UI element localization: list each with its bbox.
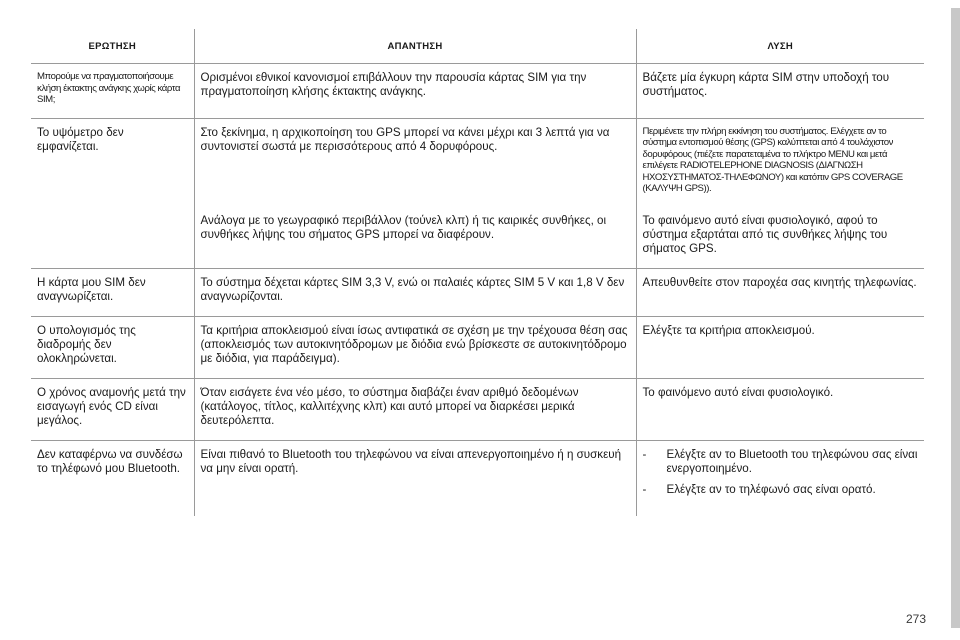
question-cell: Το υψόμετρο δεν εμφανίζεται. bbox=[31, 118, 194, 268]
header-solution: ΛΥΣΗ bbox=[636, 29, 924, 64]
solution-cell: Το φαινόμενο αυτό είναι φυσιολογικό. bbox=[636, 378, 924, 440]
header-answer: ΑΠΑΝΤΗΣΗ bbox=[194, 29, 636, 64]
question-cell: Μπορούμε να πραγματοποιήσουμε κλήση έκτακτης ανάγκης χωρίς κάρτα SIM; bbox=[31, 64, 194, 119]
table-row bbox=[31, 268, 924, 316]
solution-cell: Το φαινόμενο αυτό είναι φυσιολογικό, αφού το σύστημα εξαρτάται από τις συνθήκες λήψης του σήματος GPS. bbox=[636, 207, 924, 269]
question-cell: Ο χρόνος αναμονής μετά την εισαγωγή ενός CD είναι μεγάλος. bbox=[31, 378, 194, 440]
answer-cell: Το σύστημα δέχεται κάρτες SIM 3,3 V, ενώ οι παλαιές κάρτες SIM 5 V και 1,8 V δεν αναγνωρίζονται. bbox=[194, 268, 636, 316]
answer-cell: Τα κριτήρια αποκλεισμού είναι ίσως αντιφατικά σε σχέση με την τρέχουσα θέση σας (αποκλεισμός των αυτοκινητόδρομων με διόδια ενώ βρίσκεστε σε αυτοκινητόδρομο με διόδια, για παράδειγμα). bbox=[194, 316, 636, 378]
answer-cell: Ανάλογα με το γεωγραφικό περιβάλλον (τούνελ κλπ) ή τις καιρικές συνθήκες, οι συνθήκες λήψης του σήματος GPS μπορεί να διαφέρουν. bbox=[194, 207, 636, 269]
solution-list bbox=[643, 448, 919, 497]
question-cell: Ο υπολογισμός της διαδρομής δεν ολοκληρώνεται. bbox=[31, 316, 194, 378]
page-side-bar bbox=[951, 8, 960, 628]
answer-cell: Στο ξεκίνημα, η αρχικοποίηση του GPS μπορεί να κάνει μέχρι και 3 λεπτά για να συντονιστεί σωστά με περισσότερους από 4 δορυφόρους. bbox=[194, 118, 636, 207]
answer-cell: Όταν εισάγετε ένα νέο μέσο, το σύστημα διαβάζει έναν αριθμό δεδομένων (κατάλογος, τίτλος, καλλιτέχνης κλπ) και αυτό μπορεί να διαρκέσει μερικά δευτερόλεπτα. bbox=[194, 378, 636, 440]
answer-cell: Είναι πιθανό το Bluetooth του τηλεφώνου να είναι απενεργοποιημένο ή η συσκευή να μην είναι ορατή. bbox=[194, 440, 636, 516]
table-row bbox=[31, 118, 924, 207]
page-number: 273 bbox=[906, 612, 927, 626]
solution-cell: Περιμένετε την πλήρη εκκίνηση του συστήματος. Ελέγχετε αν το σύστημα εντοπισμού θέσης (GPS) καλύπτεται από 4 τουλάχιστον δορυφόρους (πιέζετε παρατεταμένα το πλήκτρο MENU και μετά επιλέγετε RADIOTELEPHONE DIAGNOSIS (ΔΙΑΓΝΩΣΗ ΗΧΟΣΥΣΤΗΜΑΤΟΣ-ΤΗΛΕΦΩΝΟΥ) και κατόπιν GPS COVERAGE (ΚΑΛΥΨΗ GPS)). bbox=[636, 118, 924, 207]
question-cell: Δεν καταφέρνω να συνδέσω το τηλέφωνό μου Bluetooth. bbox=[37, 447, 183, 475]
solution-cell bbox=[636, 440, 924, 516]
faq-table bbox=[31, 29, 924, 516]
answer-cell: Ορισμένοι εθνικοί κανονισμοί επιβάλλουν την παρουσία κάρτας SIM για την πραγματοποίηση κλήσης έκτακτης ανάγκης. bbox=[194, 64, 636, 119]
table-row bbox=[31, 316, 924, 378]
solution-cell: Ελέγξτε τα κριτήρια αποκλεισμού. bbox=[636, 316, 924, 378]
table-row bbox=[31, 440, 924, 516]
question-cell: Η κάρτα μου SIM δεν αναγνωρίζεται. bbox=[31, 268, 194, 316]
table-row bbox=[31, 64, 924, 119]
header-question: ΕΡΩΤΗΣΗ bbox=[31, 29, 194, 64]
list-item: - Ελέγξτε αν το Bluetooth του τηλεφώνου σας είναι ενεργοποιημένο. bbox=[643, 448, 919, 476]
solution-cell: Απευθυνθείτε στον παροχέα σας κινητής τηλεφωνίας. bbox=[636, 268, 924, 316]
table-header-row bbox=[31, 29, 924, 64]
list-item: - Ελέγξτε αν το τηλέφωνό σας είναι ορατό. bbox=[643, 483, 919, 497]
solution-cell: Βάζετε μία έγκυρη κάρτα SIM στην υποδοχή του συστήματος. bbox=[636, 64, 924, 119]
table-row bbox=[31, 378, 924, 440]
